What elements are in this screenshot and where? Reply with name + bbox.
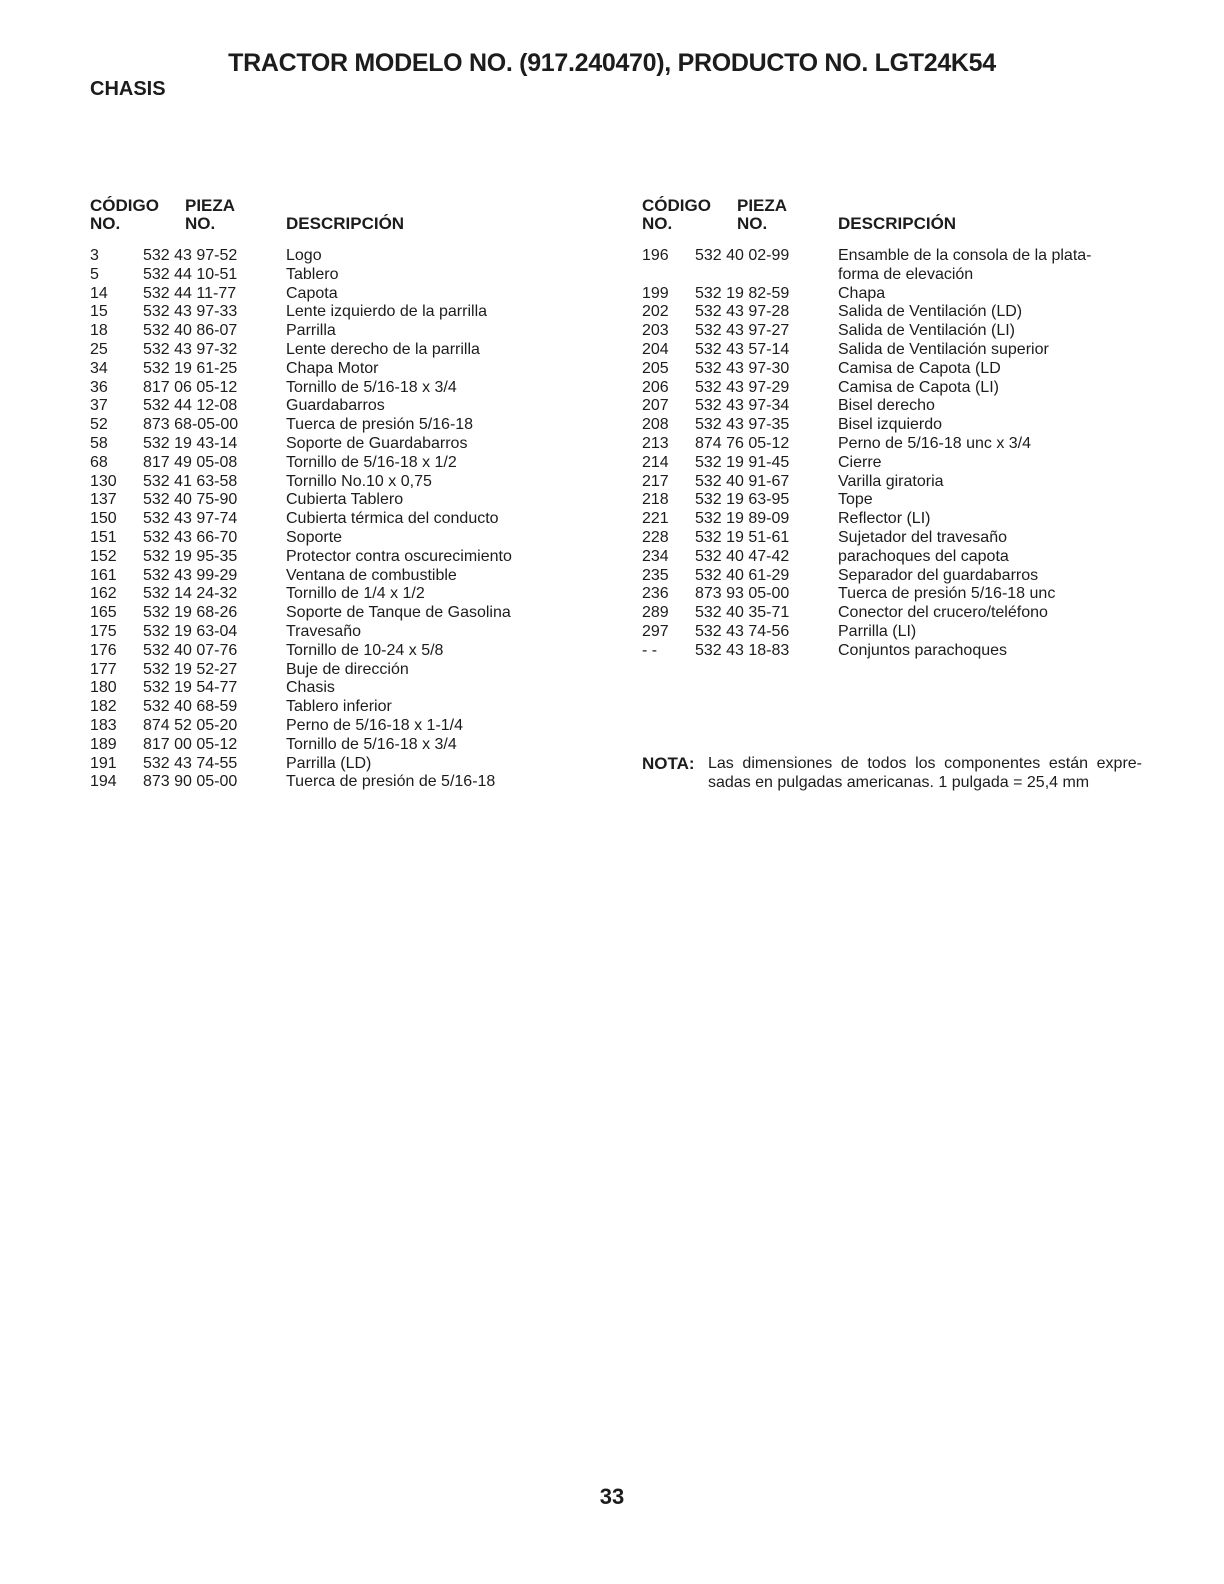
table-row bbox=[642, 491, 1142, 510]
row-code: 207 bbox=[642, 397, 669, 415]
row-code: 214 bbox=[642, 453, 669, 471]
row-part-number: 532 40 68-59 bbox=[143, 698, 238, 716]
header-codigo-no: NO. bbox=[90, 214, 121, 233]
row-part-number: 532 19 51-61 bbox=[695, 528, 790, 546]
row-description: Cubierta térmica del conducto bbox=[286, 510, 499, 528]
row-description: Tornillo No.10 x 0,75 bbox=[286, 472, 432, 490]
row-code: 34 bbox=[90, 359, 108, 377]
table-row bbox=[642, 285, 1142, 304]
note-label: NOTA: bbox=[642, 754, 695, 773]
row-code: 228 bbox=[642, 528, 669, 546]
row-part-number: 532 41 63-58 bbox=[143, 472, 238, 490]
row-part-number: 532 43 97-27 bbox=[695, 322, 790, 340]
row-part-number: 532 19 91-45 bbox=[695, 453, 790, 471]
row-code: 221 bbox=[642, 510, 669, 528]
table-row bbox=[642, 379, 1142, 398]
row-description: Protector contra oscurecimiento bbox=[286, 547, 512, 565]
row-code: 204 bbox=[642, 340, 669, 358]
row-code: 217 bbox=[642, 472, 669, 490]
table-row bbox=[90, 341, 560, 360]
table-row bbox=[642, 585, 1142, 604]
table-row bbox=[90, 717, 560, 736]
row-description: Parrilla (LD) bbox=[286, 754, 372, 772]
header-pieza-no: NO. bbox=[737, 214, 768, 233]
table-row bbox=[642, 341, 1142, 360]
table-row bbox=[90, 567, 560, 586]
row-description: Tablero inferior bbox=[286, 698, 392, 716]
table-row bbox=[642, 435, 1142, 454]
row-code: 165 bbox=[90, 604, 117, 622]
row-code: 52 bbox=[90, 416, 108, 434]
row-description: Soporte bbox=[286, 528, 343, 546]
row-part-number: 817 00 05-12 bbox=[143, 735, 238, 753]
table-row bbox=[90, 510, 560, 529]
row-code: 213 bbox=[642, 434, 669, 452]
row-part-number: 873 93 05-00 bbox=[695, 585, 790, 603]
header-codigo: CÓDIGO bbox=[642, 196, 711, 215]
row-code: 218 bbox=[642, 491, 669, 509]
row-part-number: 532 44 10-51 bbox=[143, 265, 238, 283]
row-code: 180 bbox=[90, 679, 117, 697]
row-part-number: 532 43 97-29 bbox=[695, 378, 790, 396]
table-row bbox=[90, 661, 560, 680]
parts-table-right bbox=[642, 196, 1142, 661]
row-code: 15 bbox=[90, 303, 108, 321]
row-code: 137 bbox=[90, 491, 117, 509]
table-row bbox=[90, 454, 560, 473]
header-descripcion: DESCRIPCIÓN bbox=[838, 214, 957, 233]
row-part-number: 532 43 97-52 bbox=[143, 247, 238, 264]
row-code: 58 bbox=[90, 434, 108, 452]
row-description: Chapa bbox=[838, 284, 886, 302]
row-code: 177 bbox=[90, 660, 117, 678]
row-part-number: 532 19 89-09 bbox=[695, 510, 790, 528]
table-row bbox=[90, 397, 560, 416]
row-part-number: 874 76 05-12 bbox=[695, 434, 790, 452]
row-part-number: 532 43 97-28 bbox=[695, 303, 790, 321]
table-row bbox=[642, 567, 1142, 586]
table-row bbox=[90, 491, 560, 510]
row-description: Camisa de Capota (LD bbox=[838, 359, 1001, 377]
row-part-number: 532 19 68-26 bbox=[143, 604, 238, 622]
row-description: Tablero bbox=[286, 265, 339, 283]
header-codigo: CÓDIGO bbox=[90, 196, 159, 215]
row-code: 152 bbox=[90, 547, 117, 565]
row-part-number: 532 43 97-30 bbox=[695, 359, 790, 377]
row-part-number: 532 43 99-29 bbox=[143, 566, 238, 584]
header-pieza: PIEZA bbox=[185, 196, 236, 215]
row-part-number: 532 19 82-59 bbox=[695, 284, 790, 302]
table-header bbox=[642, 196, 1142, 236]
row-code: 191 bbox=[90, 754, 117, 772]
table-row bbox=[90, 623, 560, 642]
row-description: Tuerca de presión 5/16-18 unc bbox=[838, 585, 1056, 603]
row-part-number: 532 43 97-35 bbox=[695, 416, 790, 434]
row-code: 203 bbox=[642, 322, 669, 340]
row-description: Separador del guardabarros bbox=[838, 566, 1039, 584]
row-description: Tornillo de 1/4 x 1/2 bbox=[286, 585, 425, 603]
row-part-number: 817 06 05-12 bbox=[143, 378, 238, 396]
table-row bbox=[642, 604, 1142, 623]
row-code: 68 bbox=[90, 453, 108, 471]
table-row bbox=[90, 736, 560, 755]
table-row bbox=[90, 755, 560, 774]
table-row bbox=[642, 623, 1142, 642]
row-code: 202 bbox=[642, 303, 669, 321]
row-part-number: 532 43 74-55 bbox=[143, 754, 238, 772]
row-description: Perno de 5/16-18 x 1-1/4 bbox=[286, 716, 464, 734]
row-part-number: 873 68-05-00 bbox=[143, 416, 239, 434]
parts-table-left bbox=[90, 196, 560, 792]
row-code: 162 bbox=[90, 585, 117, 603]
row-description: Tope bbox=[838, 491, 873, 509]
row-description: Tornillo de 10-24 x 5/8 bbox=[286, 641, 444, 659]
row-code: 196 bbox=[642, 247, 669, 264]
row-code: 289 bbox=[642, 604, 669, 622]
row-part-number: 532 40 86-07 bbox=[143, 322, 238, 340]
row-description: Lente izquierdo de la parrilla bbox=[286, 303, 488, 321]
row-description: Cierre bbox=[838, 453, 882, 471]
table-row bbox=[90, 360, 560, 379]
note bbox=[642, 754, 1142, 792]
table-row bbox=[90, 548, 560, 567]
table-row bbox=[90, 303, 560, 322]
row-description: Parrilla bbox=[286, 322, 336, 340]
row-part-number: 532 43 97-33 bbox=[143, 303, 238, 321]
table-row bbox=[90, 435, 560, 454]
table-row bbox=[90, 529, 560, 548]
row-part-number: 532 40 91-67 bbox=[695, 472, 790, 490]
row-part-number: 532 43 97-32 bbox=[143, 340, 238, 358]
row-part-number: 532 19 63-95 bbox=[695, 491, 790, 509]
table-row bbox=[642, 416, 1142, 435]
section-title: CHASIS bbox=[90, 78, 166, 100]
row-description: Logo bbox=[286, 247, 322, 264]
table-row bbox=[90, 416, 560, 435]
row-code: 297 bbox=[642, 622, 669, 640]
row-description: Travesaño bbox=[286, 622, 361, 640]
row-part-number: 532 40 75-90 bbox=[143, 491, 238, 509]
row-description: Chasis bbox=[286, 679, 335, 697]
table-row bbox=[642, 454, 1142, 473]
row-description: Lente derecho de la parrilla bbox=[286, 340, 480, 358]
row-description: Chapa Motor bbox=[286, 359, 379, 377]
row-code: 182 bbox=[90, 698, 117, 716]
row-part-number: 532 40 02-99 bbox=[695, 247, 790, 264]
row-description: Ensamble de la consola de la plata-forma de elevación bbox=[838, 247, 1092, 283]
table-row bbox=[90, 604, 560, 623]
table-row bbox=[90, 585, 560, 604]
header-codigo-no: NO. bbox=[642, 214, 673, 233]
header-pieza: PIEZA bbox=[737, 196, 788, 215]
row-part-number: 532 43 74-56 bbox=[695, 622, 790, 640]
row-description: Tuerca de presión 5/16-18 bbox=[286, 416, 474, 434]
row-description: Reflector (LI) bbox=[838, 510, 931, 528]
table-header bbox=[90, 196, 560, 236]
row-code: 234 bbox=[642, 547, 669, 565]
row-code: 189 bbox=[90, 735, 117, 753]
row-description: Salida de Ventilación (LD) bbox=[838, 303, 1023, 321]
row-part-number: 532 19 95-35 bbox=[143, 547, 238, 565]
table-row bbox=[642, 529, 1142, 548]
row-description: Varilla giratoria bbox=[838, 472, 944, 490]
row-description: Sujetador del travesaño bbox=[838, 528, 1007, 546]
row-code: 208 bbox=[642, 416, 669, 434]
row-part-number: 532 19 63-04 bbox=[143, 622, 238, 640]
table-row bbox=[642, 397, 1142, 416]
table-body bbox=[90, 247, 560, 792]
table-row bbox=[642, 247, 1142, 285]
table-row bbox=[642, 642, 1142, 661]
row-code: 206 bbox=[642, 378, 669, 396]
row-code: 37 bbox=[90, 397, 108, 415]
row-code: 130 bbox=[90, 472, 117, 490]
row-description: Soporte de Tanque de Gasolina bbox=[286, 604, 511, 622]
row-code: 161 bbox=[90, 566, 117, 584]
row-description: Bisel derecho bbox=[838, 397, 935, 415]
row-description: parachoques del capota bbox=[838, 547, 1009, 565]
row-part-number: 532 44 12-08 bbox=[143, 397, 238, 415]
page-title: TRACTOR MODELO NO. (917.240470), PRODUCTO NO. LGT24K54 bbox=[228, 49, 996, 77]
row-description: Perno de 5/16-18 unc x 3/4 bbox=[838, 434, 1032, 452]
row-code: 3 bbox=[90, 247, 99, 264]
header-pieza-no: NO. bbox=[185, 214, 216, 233]
row-part-number: 817 49 05-08 bbox=[143, 453, 238, 471]
table-row bbox=[90, 285, 560, 304]
table-row bbox=[90, 679, 560, 698]
row-code: 235 bbox=[642, 566, 669, 584]
row-part-number: 532 43 57-14 bbox=[695, 340, 790, 358]
row-part-number: 532 40 47-42 bbox=[695, 547, 790, 565]
row-part-number: 532 19 54-77 bbox=[143, 679, 238, 697]
row-code: 150 bbox=[90, 510, 117, 528]
row-part-number: 532 19 52-27 bbox=[143, 660, 238, 678]
row-code: 236 bbox=[642, 585, 669, 603]
table-row bbox=[90, 266, 560, 285]
table-row bbox=[90, 247, 560, 266]
row-code: 5 bbox=[90, 265, 99, 283]
table-row bbox=[90, 773, 560, 792]
row-description: Buje de dirección bbox=[286, 660, 409, 678]
row-part-number: 532 43 97-74 bbox=[143, 510, 238, 528]
row-part-number: 532 43 97-34 bbox=[695, 397, 790, 415]
row-part-number: 532 40 07-76 bbox=[143, 641, 238, 659]
table-row bbox=[642, 303, 1142, 322]
row-description: Tornillo de 5/16-18 x 3/4 bbox=[286, 735, 457, 753]
row-part-number: 532 19 43-14 bbox=[143, 434, 238, 452]
row-description: Guardabarros bbox=[286, 397, 385, 415]
row-part-number: 874 52 05-20 bbox=[143, 716, 238, 734]
row-description: Capota bbox=[286, 284, 338, 302]
header-descripcion: DESCRIPCIÓN bbox=[286, 214, 405, 233]
row-description: Parrilla (LI) bbox=[838, 622, 917, 640]
row-code: 14 bbox=[90, 284, 108, 302]
row-code: 175 bbox=[90, 622, 117, 640]
row-description: Soporte de Guardabarros bbox=[286, 434, 468, 452]
row-description: Bisel izquierdo bbox=[838, 416, 943, 434]
table-row bbox=[90, 698, 560, 717]
row-code: 36 bbox=[90, 378, 108, 396]
row-description: Camisa de Capota (LI) bbox=[838, 378, 999, 396]
row-part-number: 532 40 61-29 bbox=[695, 566, 790, 584]
row-description: Salida de Ventilación superior bbox=[838, 340, 1049, 358]
row-part-number: 532 14 24-32 bbox=[143, 585, 238, 603]
row-part-number: 532 43 66-70 bbox=[143, 528, 238, 546]
table-row bbox=[90, 379, 560, 398]
table-row bbox=[90, 473, 560, 492]
table-row bbox=[642, 360, 1142, 379]
row-code: 183 bbox=[90, 716, 117, 734]
row-description: Ventana de combustible bbox=[286, 566, 457, 584]
row-part-number: 532 43 18-83 bbox=[695, 641, 790, 659]
table-row bbox=[642, 322, 1142, 341]
row-code: - - bbox=[642, 641, 658, 659]
table-row bbox=[642, 473, 1142, 492]
table-body bbox=[642, 247, 1142, 661]
row-code: 205 bbox=[642, 359, 669, 377]
row-description: Conector del crucero/teléfono bbox=[838, 604, 1048, 622]
row-code: 18 bbox=[90, 322, 108, 340]
row-description: Tornillo de 5/16-18 x 3/4 bbox=[286, 378, 457, 396]
table-row bbox=[642, 548, 1142, 567]
table-row bbox=[642, 510, 1142, 529]
row-part-number: 532 44 11-77 bbox=[143, 284, 237, 302]
table-row bbox=[90, 322, 560, 341]
row-description: Tuerca de presión de 5/16-18 bbox=[286, 773, 496, 791]
note-text: Las dimensiones de todos los componentes están expre-sadas en pulgadas americanas. 1 pulgada = 25,4 mm bbox=[708, 755, 1142, 791]
row-description: Tornillo de 5/16-18 x 1/2 bbox=[286, 453, 457, 471]
table-row bbox=[90, 642, 560, 661]
row-code: 194 bbox=[90, 773, 117, 791]
row-code: 199 bbox=[642, 284, 669, 302]
row-description: Conjuntos parachoques bbox=[838, 641, 1008, 659]
row-description: Cubierta Tablero bbox=[286, 491, 404, 509]
row-code: 151 bbox=[90, 528, 117, 546]
page-number: 33 bbox=[599, 1484, 625, 1509]
row-part-number: 873 90 05-00 bbox=[143, 773, 238, 791]
row-description: Salida de Ventilación (LI) bbox=[838, 322, 1015, 340]
row-part-number: 532 40 35-71 bbox=[695, 604, 790, 622]
row-code: 176 bbox=[90, 641, 117, 659]
row-code: 25 bbox=[90, 340, 108, 358]
row-part-number: 532 19 61-25 bbox=[143, 359, 238, 377]
